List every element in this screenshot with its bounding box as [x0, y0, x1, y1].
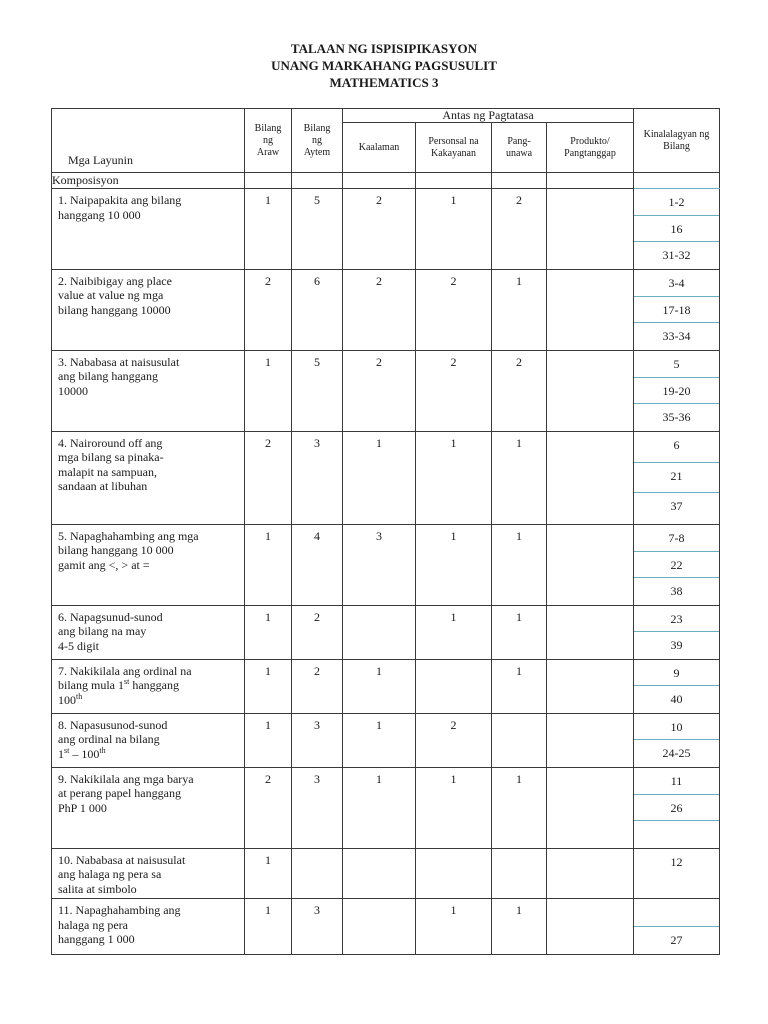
objective-cell: 9. Nakikilala ang mga barya at perang papel hanggang PhP 1 000 [52, 767, 245, 848]
days-cell: 1 [245, 524, 292, 605]
pangunawa-cell: 1 [492, 659, 547, 713]
objective-cell: 10. Nababasa at naisusulat ang halaga ng pera sa salita at simbolo [52, 848, 245, 899]
col-header-days: Bilang ng Araw [245, 109, 292, 173]
objective-cell: 11. Napaghahambing ang halaga ng pera hanggang 1 000 [52, 899, 245, 955]
item-number [634, 821, 719, 848]
produkto-cell [547, 269, 634, 350]
kaalaman-cell: 1 [343, 713, 416, 767]
objective-cell: 2. Naibibigay ang place value at value ng mga bilang hanggang 10000 [52, 269, 245, 350]
days-cell: 2 [245, 767, 292, 848]
item-number: 1-2 [634, 189, 719, 216]
days-cell: 1 [245, 189, 292, 270]
days-cell: 1 [245, 899, 292, 955]
produkto-cell [547, 524, 634, 605]
items-cell [292, 848, 343, 899]
personal-cell: 2 [416, 269, 492, 350]
items-cell: 3 [292, 767, 343, 848]
table-row [52, 659, 720, 713]
objective-cell: 3. Nababasa at naisusulat ang bilang hanggang 10000 [52, 350, 245, 431]
days-cell: 1 [245, 659, 292, 713]
produkto-cell [547, 350, 634, 431]
kaalaman-cell [343, 605, 416, 659]
col-header-produkto: Produkto/ Pangtanggap [547, 123, 634, 173]
item-number: 19-20 [634, 378, 719, 405]
item-location-cell [634, 189, 720, 270]
objective-cell: 5. Napaghahambing ang mga bilang hanggang 10 000 gamit ang <, > at = [52, 524, 245, 605]
items-cell: 3 [292, 431, 343, 524]
produkto-cell [547, 899, 634, 955]
item-number: 3-4 [634, 270, 719, 297]
section-label: Komposisyon [52, 173, 245, 189]
personal-cell [416, 848, 492, 899]
item-location-cell [634, 659, 720, 713]
table-row [52, 767, 720, 848]
items-cell: 5 [292, 189, 343, 270]
item-number: 11 [634, 768, 719, 795]
col-header-items: Bilang ng Aytem [292, 109, 343, 173]
personal-cell [416, 659, 492, 713]
col-header-kaalaman: Kaalaman [343, 123, 416, 173]
objective-text: hanggang 100 [58, 678, 179, 707]
pangunawa-cell: 1 [492, 269, 547, 350]
personal-cell: 1 [416, 189, 492, 270]
item-number: 35-36 [662, 410, 691, 425]
days-cell: 2 [245, 431, 292, 524]
item-location-cell [634, 269, 720, 350]
produkto-cell [547, 605, 634, 659]
personal-cell: 1 [416, 431, 492, 524]
table-row [52, 713, 720, 767]
pangunawa-cell: 2 [492, 350, 547, 431]
personal-cell: 1 [416, 605, 492, 659]
kaalaman-cell [343, 848, 416, 899]
pangunawa-cell: 1 [492, 767, 547, 848]
pangunawa-cell [492, 848, 547, 899]
pangunawa-cell: 1 [492, 899, 547, 955]
produkto-cell [547, 848, 634, 899]
personal-cell: 2 [416, 713, 492, 767]
item-number: 38 [670, 584, 683, 599]
specification-table [51, 108, 720, 955]
items-cell: 3 [292, 713, 343, 767]
section-row [52, 173, 720, 189]
personal-cell: 1 [416, 767, 492, 848]
document-subtitle: UNANG MARKAHANG PAGSUSULIT [271, 58, 497, 73]
item-number: 37 [670, 499, 683, 514]
item-number: 5 [634, 351, 719, 378]
objective-text: – 100 [69, 746, 100, 761]
pangunawa-cell: 2 [492, 189, 547, 270]
objective-text: 8. Napasusunod-sunod ang ordinal na bilang 1 [58, 717, 168, 761]
item-number: 31-32 [662, 248, 691, 263]
item-location-cell [634, 605, 720, 659]
table-row [52, 269, 720, 350]
table-row [52, 189, 720, 270]
ordinal-suffix: th [99, 745, 106, 755]
item-number: 24-25 [662, 746, 691, 761]
objective-cell: 4. Nairoround off ang mga bilang sa pinaka- malapit na sampuan, sandaan at libuhan [52, 431, 245, 524]
kaalaman-cell: 1 [343, 659, 416, 713]
item-number: 27 [670, 932, 683, 947]
item-number: 39 [670, 638, 683, 653]
produkto-cell [547, 659, 634, 713]
col-header-antas: Antas ng Pagtatasa [343, 109, 634, 123]
produkto-cell [547, 713, 634, 767]
items-cell: 3 [292, 899, 343, 955]
item-number: 16 [634, 216, 719, 243]
objective-cell [52, 713, 245, 767]
kaalaman-cell: 1 [343, 431, 416, 524]
table-row [52, 848, 720, 899]
produkto-cell [547, 767, 634, 848]
days-cell: 2 [245, 269, 292, 350]
document-header [0, 40, 768, 91]
table-row [52, 899, 720, 955]
ordinal-suffix: st [124, 677, 130, 687]
item-location-cell [634, 350, 720, 431]
produkto-cell [547, 189, 634, 270]
kaalaman-cell: 2 [343, 350, 416, 431]
items-cell: 2 [292, 659, 343, 713]
item-number: 22 [634, 552, 719, 579]
col-header-kinalalagyan: Kinalalagyan ng Bilang [634, 109, 720, 173]
table-row [52, 605, 720, 659]
item-number: 17-18 [634, 297, 719, 324]
objective-cell: 1. Naipapakita ang bilang hanggang 10 000 [52, 189, 245, 270]
ordinal-suffix: th [76, 691, 83, 701]
item-number: 23 [634, 606, 719, 633]
item-number: 33-34 [662, 329, 691, 344]
days-cell: 1 [245, 713, 292, 767]
item-number [634, 899, 719, 927]
col-header-pangunawa: Pang-unawa [492, 123, 547, 173]
item-number: 6 [634, 432, 719, 463]
personal-cell: 1 [416, 899, 492, 955]
items-cell: 6 [292, 269, 343, 350]
col-header-objectives: Mga Layunin [52, 109, 245, 173]
item-number: 7-8 [634, 525, 719, 552]
item-number: 9 [634, 660, 719, 687]
items-cell: 5 [292, 350, 343, 431]
pangunawa-cell [492, 713, 547, 767]
table-row [52, 350, 720, 431]
objective-cell: 6. Napagsunud-sunod ang bilang na may 4-5 digit [52, 605, 245, 659]
item-number: 26 [634, 795, 719, 822]
items-cell: 2 [292, 605, 343, 659]
ordinal-suffix: st [64, 745, 70, 755]
table-row [52, 524, 720, 605]
personal-cell: 1 [416, 524, 492, 605]
kaalaman-cell: 2 [343, 189, 416, 270]
item-number: 21 [634, 463, 719, 494]
days-cell: 1 [245, 848, 292, 899]
pangunawa-cell: 1 [492, 431, 547, 524]
item-location-cell [634, 848, 720, 899]
pangunawa-cell: 1 [492, 524, 547, 605]
col-header-personal: Personsal na Kakayanan [416, 123, 492, 173]
document-title: TALAAN NG ISPISIPIKASYON [290, 41, 478, 56]
table-row [52, 431, 720, 524]
kaalaman-cell: 3 [343, 524, 416, 605]
item-location-cell [634, 431, 720, 524]
objective-cell [52, 659, 245, 713]
item-number: 40 [670, 692, 683, 707]
kaalaman-cell: 2 [343, 269, 416, 350]
item-location-cell [634, 899, 720, 955]
item-location-cell [634, 713, 720, 767]
item-number: 10 [634, 714, 719, 741]
objective-text: 7. Nakikilala ang ordinal na bilang mula 1 [58, 663, 192, 693]
kaalaman-cell: 1 [343, 767, 416, 848]
document-subject: MATHEMATICS 3 [329, 75, 439, 90]
days-cell: 1 [245, 350, 292, 431]
pangunawa-cell: 1 [492, 605, 547, 659]
item-number: 12 [670, 854, 683, 869]
item-location-cell [634, 524, 720, 605]
produkto-cell [547, 431, 634, 524]
items-cell: 4 [292, 524, 343, 605]
item-location-cell [634, 767, 720, 848]
days-cell: 1 [245, 605, 292, 659]
personal-cell: 2 [416, 350, 492, 431]
kaalaman-cell [343, 899, 416, 955]
